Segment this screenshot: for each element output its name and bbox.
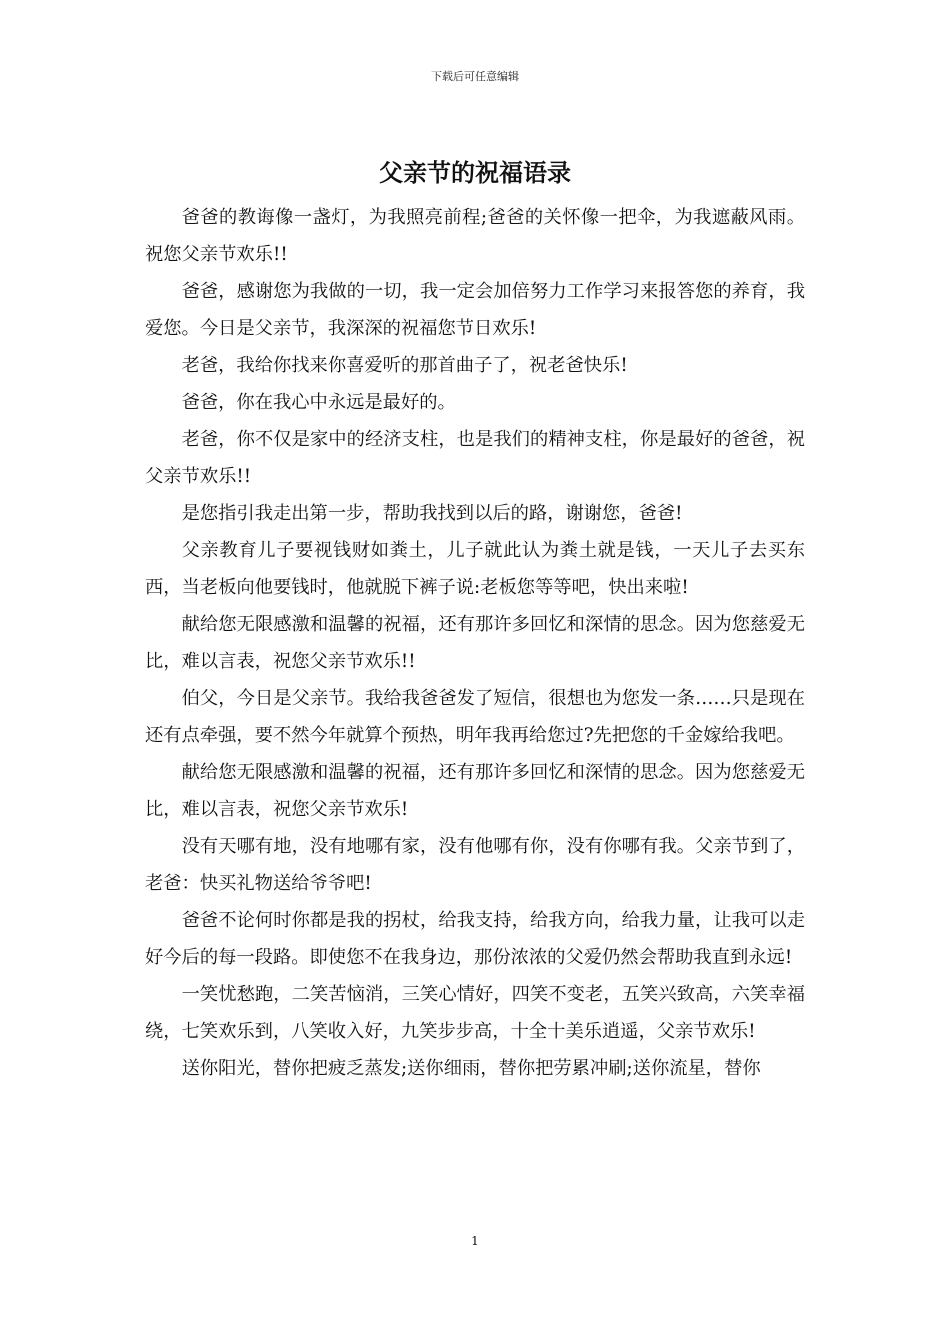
paragraph: 一笑忧愁跑，二笑苦恼消，三笑心情好，四笑不变老，五笑兴致高，六笑幸福绕，七笑欢乐到，八笑收入好，九笑步步高，十全十美乐逍遥，父亲节欢乐! [145,984,805,1042]
paragraph: 没有天哪有地，没有地哪有家，没有他哪有你，没有你哪有我。父亲节到了，老爸：快买礼物送给爷爷吧! [145,836,805,894]
page-number: 1 [471,1234,479,1248]
paragraph: 老爸，你不仅是家中的经济支柱，也是我们的精神支柱，你是最好的爸爸，祝父亲节欢乐!! [145,429,805,487]
paragraph: 献给您无限感激和温馨的祝福，还有那许多回忆和深情的思念。因为您慈爱无比，难以言表，祝您父亲节欢乐!! [145,614,805,672]
paragraph: 爸爸，你在我心中永远是最好的。 [181,392,456,413]
paragraph: 爸爸，感谢您为我做的一切，我一定会加倍努力工作学习来报答您的养育，我爱您。今日是父亲节，我深深的祝福您节日欢乐! [145,281,805,339]
paragraph: 伯父，今日是父亲节。我给我爸爸发了短信，很想也为您发一条……只是现在还有点牵强，要不然今年就算个预热，明年我再给您过?先把您的千金嫁给我吧。 [145,688,805,746]
paragraph: 送你阳光，替你把疲乏蒸发;送你细雨，替你把劳累冲刷;送你流星，替你 [181,1058,761,1079]
paragraph: 老爸，我给你找来你喜爱听的那首曲子了，祝老爸快乐! [181,355,628,376]
paragraph: 父亲教育儿子要视钱财如粪土，儿子就此认为粪土就是钱，一天儿子去买东西，当老板向他要钱时，他就脱下裤子说:老板您等等吧，快出来啦! [145,540,805,598]
paragraph: 献给您无限感激和温馨的祝福，还有那许多回忆和深情的思念。因为您慈爱无比，难以言表，祝您父亲节欢乐! [145,762,805,820]
paragraph: 爸爸的教诲像一盏灯，为我照亮前程;爸爸的关怀像一把伞，为我遮蔽风雨。祝您父亲节欢乐!! [145,207,805,265]
document-body [145,199,805,1087]
header-note: 下载后可任意编辑 [431,70,519,83]
paragraph: 是您指引我走出第一步，帮助我找到以后的路，谢谢您，爸爸! [181,503,683,524]
paragraph: 爸爸不论何时你都是我的拐杖，给我支持，给我方向，给我力量，让我可以走好今后的每一段路。即使您不在我身边，那份浓浓的父爱仍然会帮助我直到永远! [145,910,805,968]
document-title: 父亲节的祝福语录 [379,158,571,187]
